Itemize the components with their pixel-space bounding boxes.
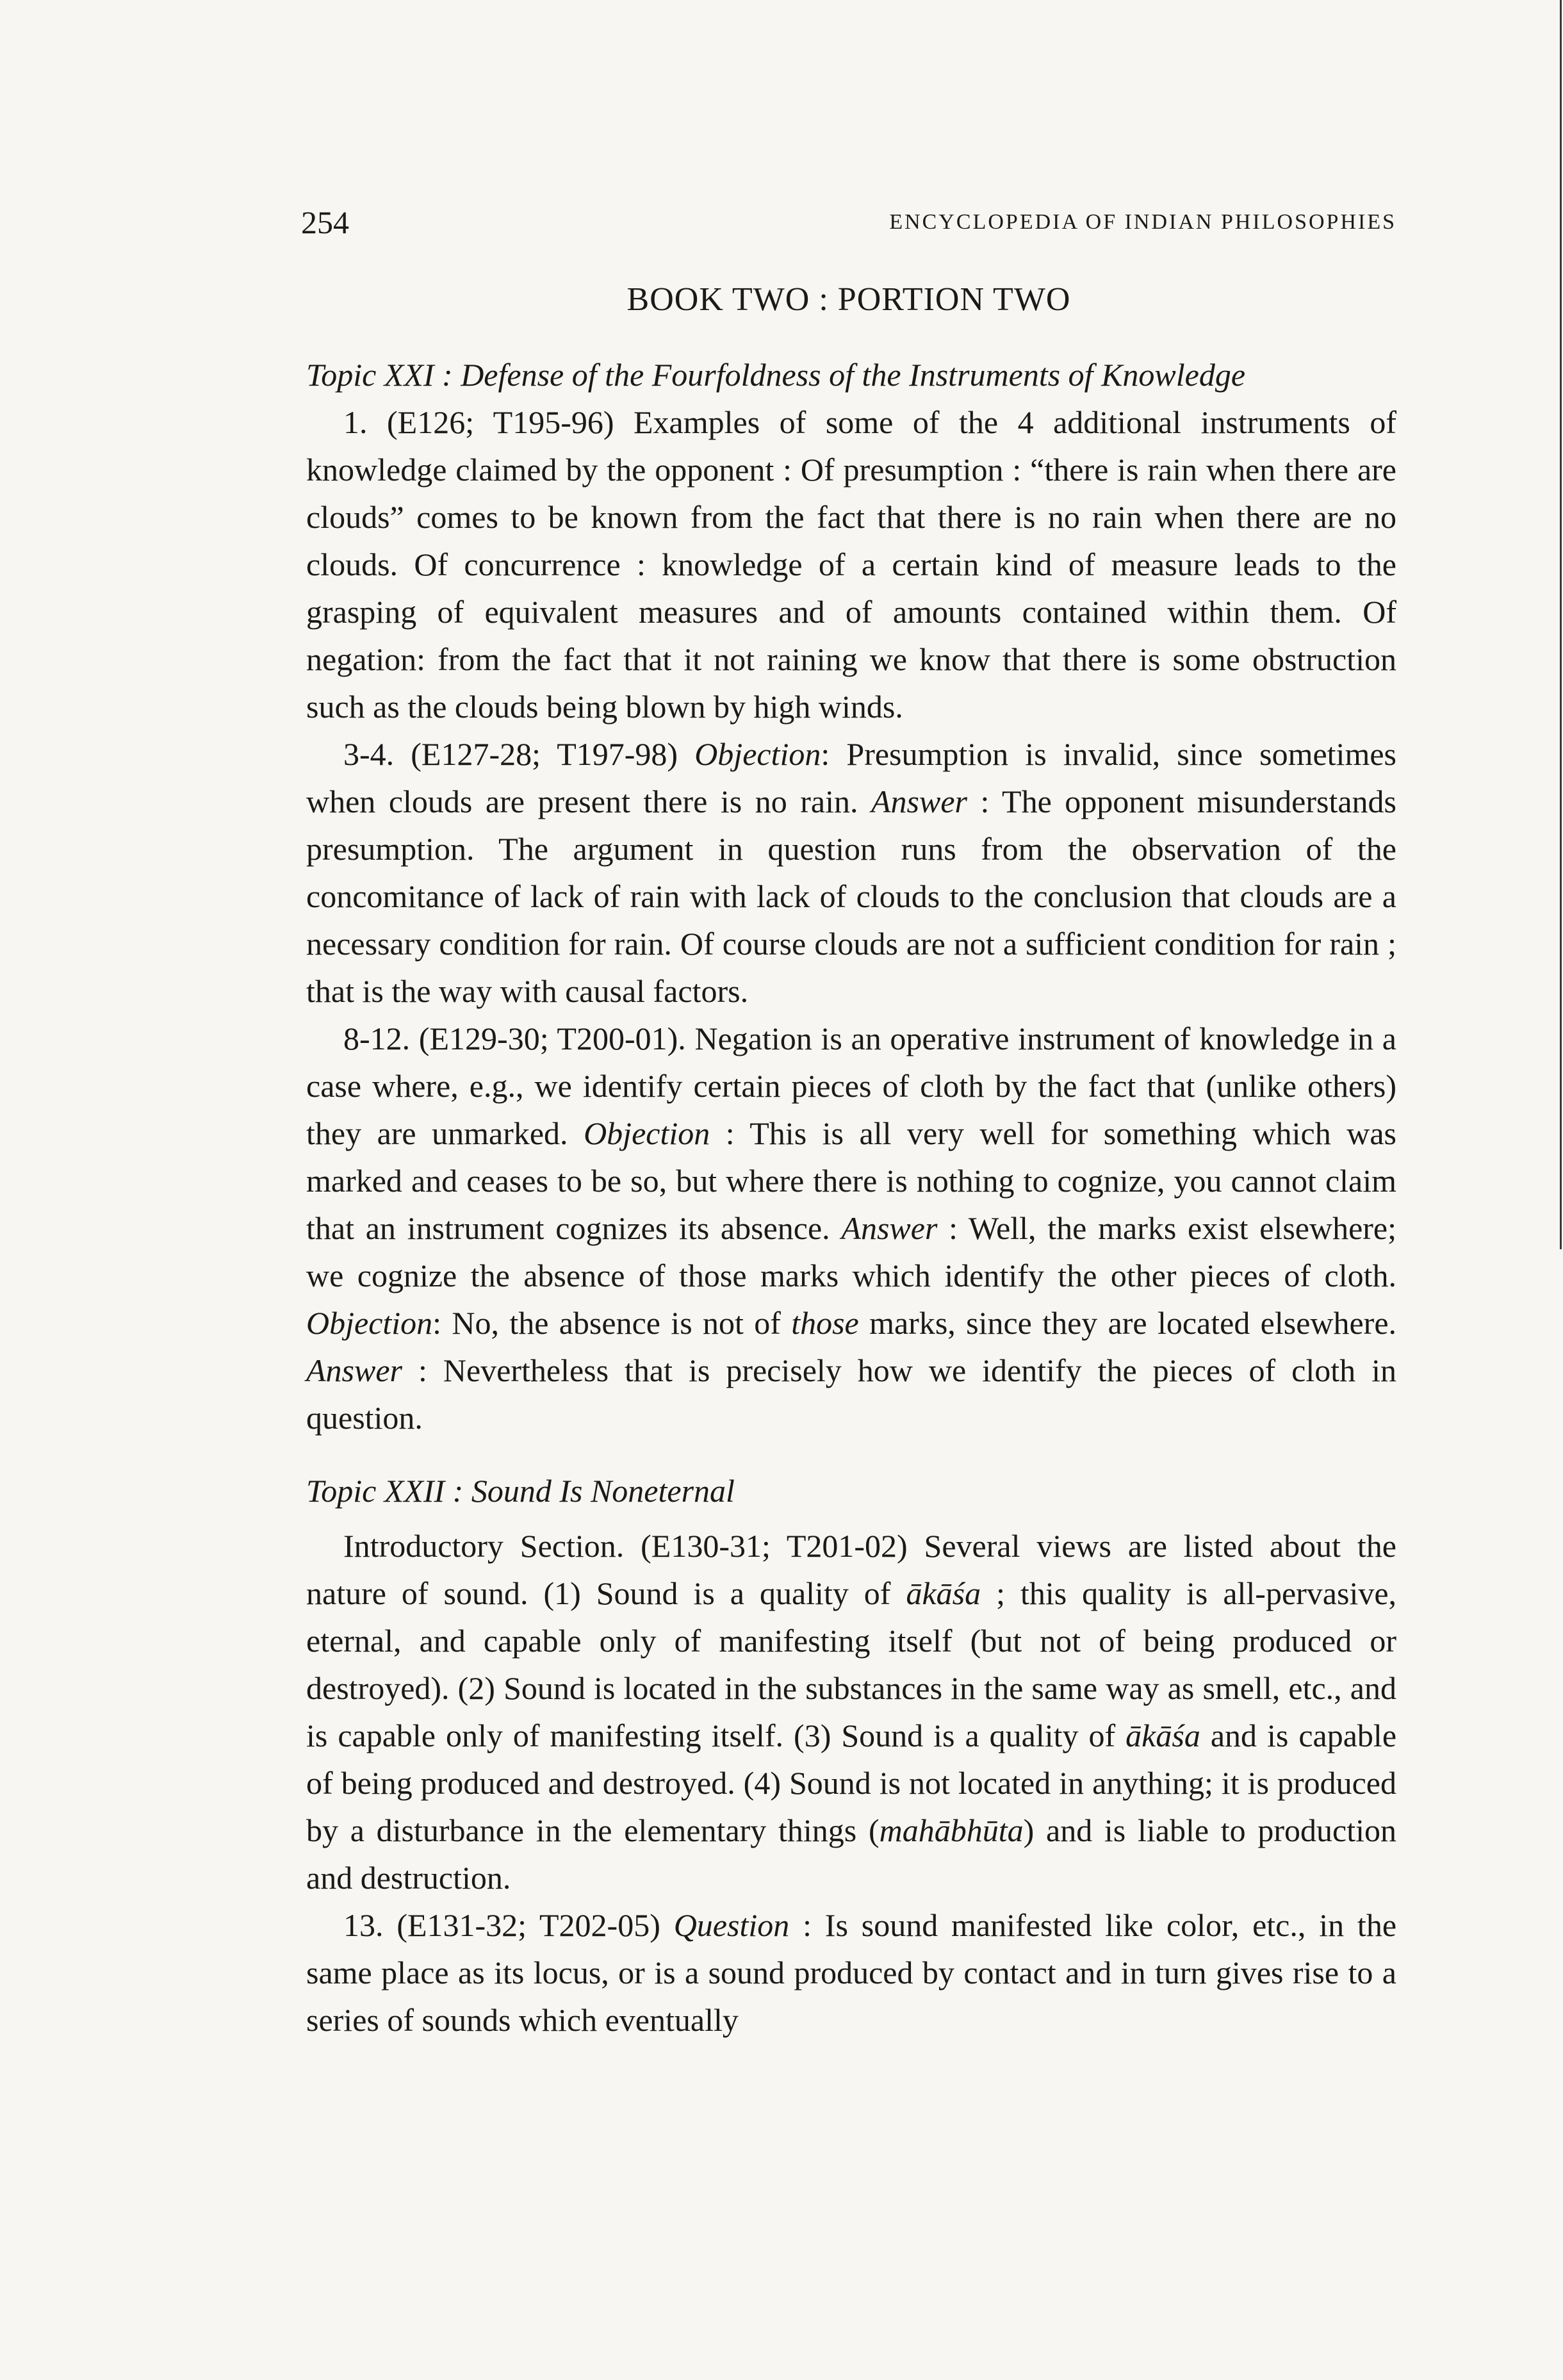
paragraph-13 (306, 1901, 1396, 2044)
paragraph-text: : Presumption is invalid, since sometimes when clouds are present there is no rain. (306, 736, 1396, 819)
paragraph-text: : Is sound manifested like color, etc., in the same place as its locus, or is a sound produced by contact and in turn gives rise to a series of sounds which eventually (306, 1907, 1397, 2038)
answer-label: Answer (841, 1210, 938, 1246)
paragraph-ref: 3-4. (E127-28; T197-98) (343, 736, 678, 772)
paragraph-text: : No, the absence is not of (432, 1305, 781, 1341)
objection-label: Objection (306, 1305, 433, 1341)
paragraph-text: ) and is liable to production and destruction. (306, 1812, 1396, 1896)
paragraph-text: and is capable of being produced and destroyed. (4) Sound is not located in anything; it is produced by a disturbance in the elementary things ( (306, 1718, 1397, 1848)
paragraph-text: ; this quality is all-pervasive, eternal, and capable only of manifesting itself (but not of being produced or destroyed). (2) Sound is located in the substances in the same way as smell, etc., and is capable only of manifesting itself. (3) Sound is a quality of (306, 1575, 1397, 1753)
page-body (306, 351, 1396, 2044)
paragraph-text: marks, since they are located elsewhere. (869, 1305, 1397, 1341)
paragraph-text: : The opponent misunderstands presumption. The argument in question runs from the observation of the concomitance of lack of rain with lack of clouds to the conclusion that clouds are a necessary condition for rain. Of course clouds are not a sufficient condition for rain ; that is the way with causal factors. (306, 784, 1397, 1009)
topic-heading-21 (306, 351, 1396, 398)
running-title: ENCYCLOPEDIA OF INDIAN PHILOSOPHIES (889, 210, 1396, 234)
topic-title: Sound Is Noneternal (471, 1473, 735, 1509)
topic-heading-22 (306, 1467, 1396, 1514)
objection-label: Objection (584, 1115, 710, 1151)
emphasis-those: those (791, 1305, 859, 1341)
paragraph-1 (306, 398, 1396, 730)
term-akasa: ākāśa (1125, 1718, 1200, 1753)
paragraph-text: : This is all very well for something which was marked and ceases to be so, but where there is nothing to cognize, you cannot claim that an instrument cognizes its absence. (306, 1115, 1397, 1246)
paragraph-3-4 (306, 730, 1396, 1015)
topic-label: Topic XXI : (306, 357, 453, 393)
paragraph-ref: 13. (E131-32; T202-05) (343, 1907, 660, 1943)
paragraph-8-12 (306, 1015, 1396, 1441)
paragraph-text: : Nevertheless that is precisely how we identify the pieces of cloth in question. (306, 1352, 1397, 1436)
paragraph-text: 1. (E126; T195-96) Examples of some of the 4 additional instruments of knowledge claimed by the opponent : Of presumption : “there is rain when there are clouds” comes to be known from the fact that there is no rain when there are no clouds. Of concurrence : knowledge of a certain kind of measure leads to the grasping of equivalent measures and of amounts contained within them. Of negation: from the fact that it not raining we know that there is some obstruction such as the clouds being blown by high winds. (306, 404, 1396, 725)
paragraph-text: 8-12. (E129-30; T200-01). Negation is an operative instrument of knowledge in a case where, e.g., we identify certain pieces of cloth by the fact that (unlike others) they are unmarked. (306, 1021, 1396, 1151)
term-mahabhuta: mahābhūta (879, 1812, 1024, 1848)
running-header (301, 204, 1396, 242)
question-label: Question (673, 1907, 790, 1943)
objection-label: Objection (694, 736, 821, 772)
paragraph-introductory (306, 1522, 1396, 1901)
answer-label: Answer (871, 784, 967, 819)
paragraph-text: : Well, the marks exist elsewhere; we cognize the absence of those marks which identify the other pieces of cloth. (306, 1210, 1397, 1293)
answer-label: Answer (306, 1352, 402, 1388)
term-akasa: ākāśa (906, 1575, 981, 1611)
scan-edge-line (1560, 0, 1562, 1249)
book-portion-title: BOOK TWO : PORTION TWO (626, 281, 1071, 318)
paragraph-text: Introductory Section. (E130-31; T201-02) Several views are listed about the nature of sound. (1) Sound is a quality of (306, 1528, 1396, 1611)
topic-label: Topic XXII : (306, 1473, 464, 1509)
topic-title: Defense of the Fourfoldness of the Instruments of Knowledge (461, 357, 1246, 393)
page-number: 254 (301, 204, 349, 240)
